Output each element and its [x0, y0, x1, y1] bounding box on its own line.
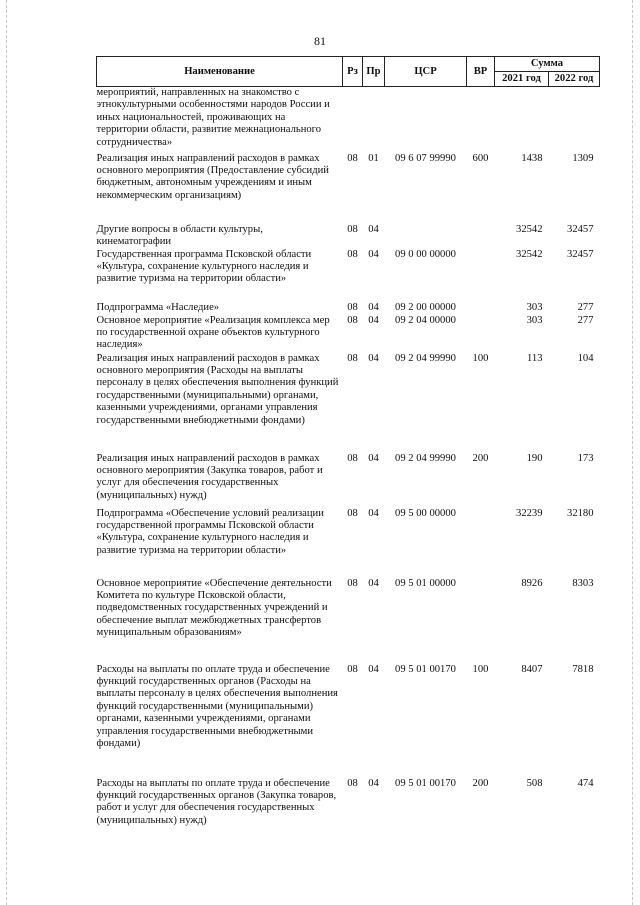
row-csr: 09 2 04 99990: [395, 452, 456, 464]
row-pr: 04: [368, 777, 379, 789]
col-header-2021: 2021 год: [495, 72, 549, 87]
row-sum-2022: [549, 87, 600, 153]
col-header-name: Наименование: [97, 57, 343, 87]
table-row: [97, 778, 600, 848]
row-rz: 08: [347, 352, 358, 364]
col-header-rz: Рз: [343, 57, 363, 87]
row-rz: 08: [347, 223, 358, 235]
table-row: [97, 249, 600, 302]
row-sum-2022: 104: [577, 352, 594, 364]
row-pr: 04: [368, 507, 379, 519]
row-csr: 09 6 07 99990: [395, 152, 456, 164]
row-name: Подпрограмма «Обеспечение условий реализации государственной программы Псковской области «Культура, сохранение культурного наследия и развитие туризма на территории области»: [96, 507, 324, 556]
row-vr: [467, 578, 495, 664]
row-name: Другие вопросы в области культуры, кинематографии: [96, 223, 263, 247]
table-body: [97, 87, 600, 848]
row-vr: 100: [472, 663, 489, 675]
row-csr: [385, 224, 467, 249]
row-csr: 09 5 00 00000: [395, 507, 456, 519]
row-vr: [467, 249, 495, 302]
row-sum-2022: 1309: [572, 152, 594, 164]
row-pr: 04: [368, 663, 379, 675]
row-rz: 08: [347, 452, 358, 464]
row-sum-2021: 190: [526, 452, 543, 464]
row-vr: [467, 302, 495, 315]
row-sum-2022: 8303: [572, 577, 594, 589]
row-csr: 09 2 00 00000: [395, 301, 456, 313]
row-sum-2022: 32180: [567, 507, 594, 519]
row-sum-2021: 1438: [521, 152, 543, 164]
row-sum-2021: 32542: [516, 223, 543, 235]
row-csr: 09 5 01 00170: [395, 663, 456, 675]
table-row: [97, 353, 600, 453]
row-name: мероприятий, направленных на знакомство с этнокультурными особенностями народов России и иных национальностей, проживающих на территории области, развитие межнационального сотрудничества»: [96, 87, 330, 148]
row-pr: 04: [368, 577, 379, 589]
page-number: 81: [314, 34, 326, 48]
row-name: Расходы на выплаты по оплате труда и обеспечение функций государственных органов (Закупка товаров, работ и услуг для обеспечения государственных (муниципальных) нужд): [96, 777, 337, 826]
row-rz: 08: [347, 152, 358, 164]
row-csr: 09 5 01 00000: [395, 577, 456, 589]
row-pr: 04: [368, 301, 379, 313]
table-row: [97, 578, 600, 664]
row-rz: 08: [347, 507, 358, 519]
row-sum-2021: 508: [526, 777, 543, 789]
row-csr: 09 5 01 00170: [395, 777, 456, 789]
col-header-sum: Сумма: [495, 57, 600, 72]
row-name: Подпрограмма «Наследие»: [96, 301, 220, 313]
row-rz: 08: [347, 248, 358, 260]
row-pr: 04: [368, 314, 379, 326]
row-rz: [343, 87, 363, 153]
row-sum-2021: 8926: [521, 577, 543, 589]
row-sum-2021: 32542: [516, 248, 543, 260]
row-sum-2022: 32457: [567, 248, 594, 260]
row-sum-2022: 7818: [572, 663, 594, 675]
budget-table: [96, 56, 600, 848]
row-sum-2022: 32457: [567, 223, 594, 235]
table-row: [97, 302, 600, 315]
row-name: Основное мероприятие «Обеспечение деятельности Комитета по культуре Псковской области, подведомственных государственных учреждений и обеспечение выплат межбюджетных трансфертов муниципальным образованиям»: [96, 577, 332, 639]
row-pr: 04: [368, 248, 379, 260]
row-vr: [467, 315, 495, 353]
row-vr: 600: [472, 152, 489, 164]
row-csr: 09 2 04 00000: [395, 314, 456, 326]
table-row: [97, 87, 600, 153]
row-sum-2021: 303: [526, 314, 543, 326]
col-header-2022: 2022 год: [549, 72, 600, 87]
table-row: [97, 224, 600, 249]
row-sum-2022: 474: [577, 777, 594, 789]
row-vr: [467, 508, 495, 578]
row-sum-2021: 113: [527, 352, 543, 364]
table-row: [97, 453, 600, 508]
table-header: [97, 57, 600, 87]
row-sum-2021: 303: [526, 301, 543, 313]
row-sum-2022: 277: [577, 301, 594, 313]
row-pr: 01: [368, 152, 379, 164]
row-name: Расходы на выплаты по оплате труда и обеспечение функций государственных органов (Расходы на выплаты персоналу в целях обеспечения выполнения функций государственными (муниципальными) органами, казенными учреждениями, органами управления государственными внебюджетными фондами): [96, 663, 338, 749]
row-name: Основное мероприятие «Реализация комплекса мер по государственной охране объектов культурного наследия»: [96, 314, 330, 351]
row-pr: 04: [368, 223, 379, 235]
col-header-pr: Пр: [363, 57, 385, 87]
row-name: Государственная программа Псковской области «Культура, сохранение культурного наследия и развитие туризма на территории области»: [96, 248, 312, 285]
col-header-csr: ЦСР: [385, 57, 467, 87]
row-csr: [385, 87, 467, 153]
col-header-vr: ВР: [467, 57, 495, 87]
row-sum-2021: 8407: [521, 663, 543, 675]
row-pr: [363, 87, 385, 153]
row-pr: 04: [368, 452, 379, 464]
row-name: Реализация иных направлений расходов в рамках основного мероприятия (Расходы на выплаты персоналу в целях обеспечения выполнения функций государственными (муниципальными) органами, казенными учреждениями, органами управления государственными внебюджетными фондами): [96, 352, 339, 426]
row-vr: 200: [472, 452, 489, 464]
left-scan-edge: [6, 0, 9, 905]
row-name: Реализация иных направлений расходов в рамках основного мероприятия (Предоставление субсидий бюджетным, автономным учреждениям и иным некоммерческим организациям): [96, 152, 329, 201]
row-sum-2021: [495, 87, 549, 153]
row-vr: [467, 224, 495, 249]
table-row: [97, 664, 600, 778]
row-csr: 09 0 00 00000: [395, 248, 456, 260]
row-sum-2021: 32239: [516, 507, 543, 519]
row-rz: 08: [347, 663, 358, 675]
row-pr: 04: [368, 352, 379, 364]
row-sum-2022: 173: [577, 452, 594, 464]
row-vr: [467, 87, 495, 153]
row-rz: 08: [347, 301, 358, 313]
row-name: Реализация иных направлений расходов в рамках основного мероприятия (Закупка товаров, работ и услуг для обеспечения государственных (муниципальных) нужд): [96, 452, 323, 501]
row-csr: 09 2 04 99990: [395, 352, 456, 364]
table-row: [97, 315, 600, 353]
row-rz: 08: [347, 314, 358, 326]
table-row: [97, 153, 600, 224]
row-vr: 100: [472, 352, 489, 364]
row-rz: 08: [347, 777, 358, 789]
row-sum-2022: 277: [577, 314, 594, 326]
row-vr: 200: [472, 777, 489, 789]
row-rz: 08: [347, 577, 358, 589]
right-scan-edge: [632, 0, 635, 905]
table-row: [97, 508, 600, 578]
